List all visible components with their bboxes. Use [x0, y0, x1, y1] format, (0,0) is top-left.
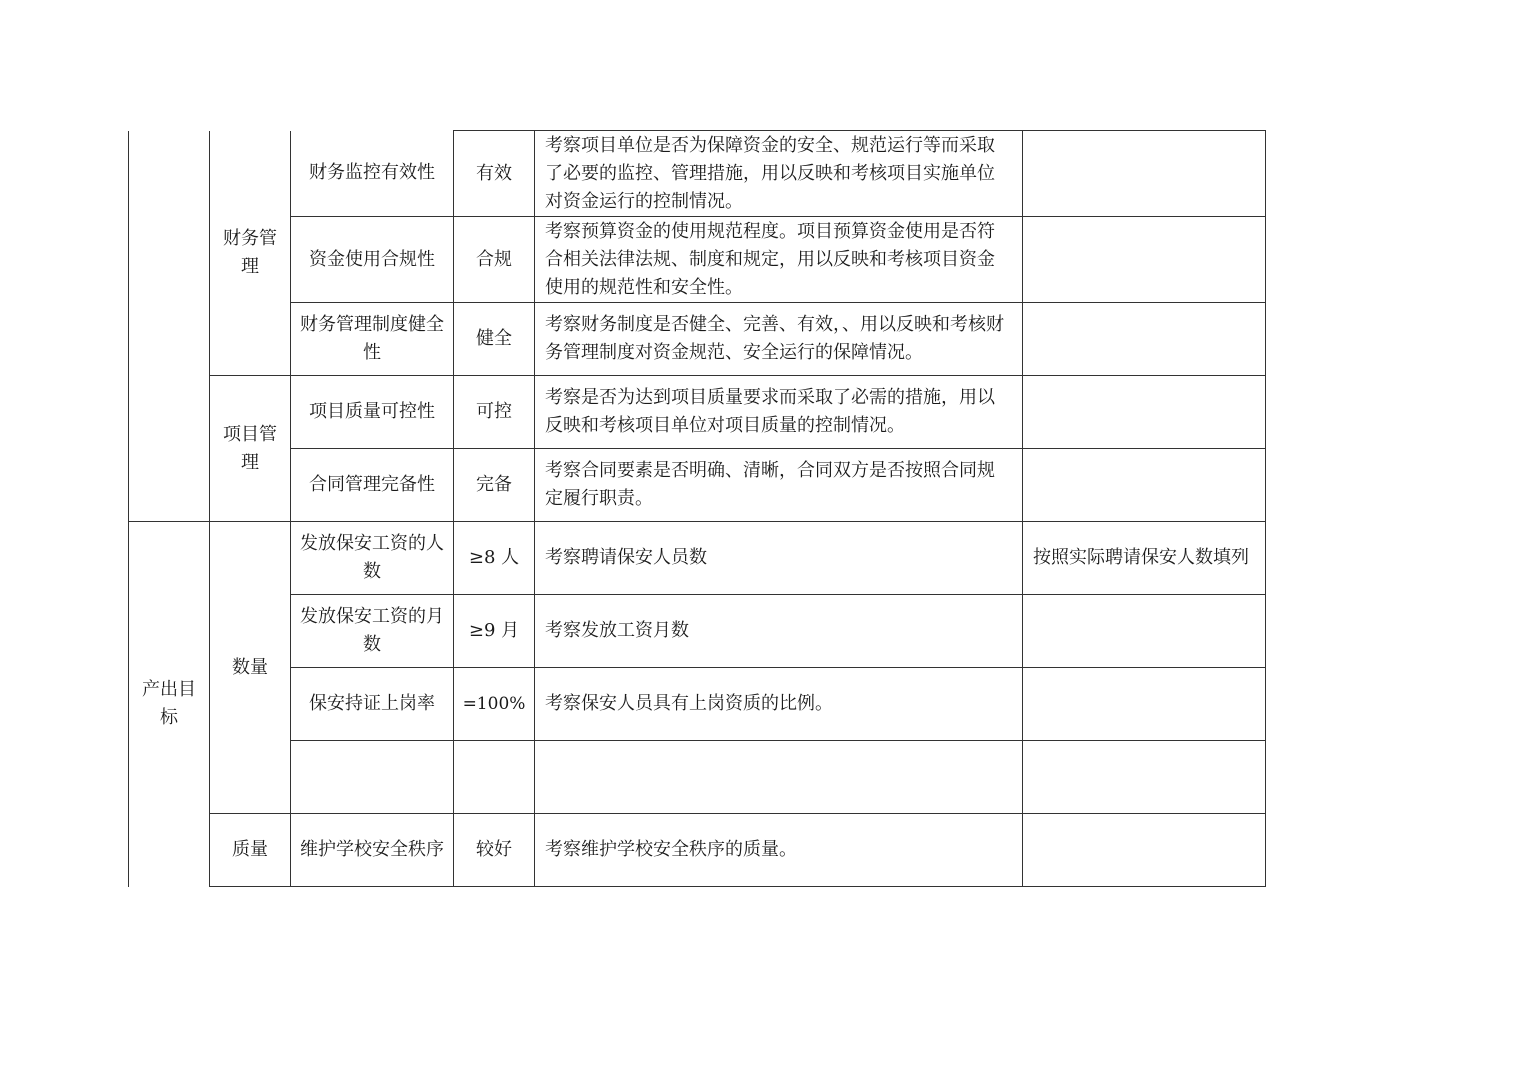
indicator-cell: 财务监控有效性 — [291, 131, 454, 217]
note-cell — [1023, 449, 1266, 522]
target-cell: ≥9 月 — [454, 595, 535, 668]
note-cell — [1023, 376, 1266, 449]
target-cell: =100% — [454, 668, 535, 741]
indicator-cell: 维护学校安全秩序 — [291, 814, 454, 887]
level2-cell: 数量 — [210, 522, 291, 814]
table-row — [129, 449, 1266, 522]
indicator-cell — [291, 741, 454, 814]
description-cell: 考察维护学校安全秩序的质量。 — [535, 814, 1023, 887]
indicator-cell: 发放保安工资的月数 — [291, 595, 454, 668]
indicator-table-page — [128, 130, 1266, 887]
note-cell — [1023, 814, 1266, 887]
description-cell: 考察保安人员具有上岗资质的比例。 — [535, 668, 1023, 741]
target-cell: 有效 — [454, 131, 535, 217]
table-row — [129, 741, 1266, 814]
target-cell: 合规 — [454, 217, 535, 303]
note-cell — [1023, 303, 1266, 376]
table-row — [129, 814, 1266, 887]
target-cell: 可控 — [454, 376, 535, 449]
level2-cell: 财务管理 — [210, 131, 291, 376]
level1-cell-continued — [129, 131, 210, 522]
target-cell: 较好 — [454, 814, 535, 887]
note-cell — [1023, 595, 1266, 668]
description-cell: 考察合同要素是否明确、清晰，合同双方是否按照合同规定履行职责。 — [535, 449, 1023, 522]
description-cell: 考察聘请保安人员数 — [535, 522, 1023, 595]
target-cell: 完备 — [454, 449, 535, 522]
performance-indicator-table — [128, 130, 1266, 887]
description-cell: 考察项目单位是否为保障资金的安全、规范运行等而采取了必要的监控、管理措施，用以反映和考核项目实施单位对资金运行的控制情况。 — [535, 131, 1023, 217]
indicator-cell: 资金使用合规性 — [291, 217, 454, 303]
level1-cell: 产出目标 — [129, 522, 210, 887]
note-cell — [1023, 131, 1266, 217]
table-row — [129, 303, 1266, 376]
level2-cell: 项目管理 — [210, 376, 291, 522]
description-cell: 考察是否为达到项目质量要求而采取了必需的措施，用以反映和考核项目单位对项目质量的控制情况。 — [535, 376, 1023, 449]
note-cell — [1023, 741, 1266, 814]
description-cell: 考察发放工资月数 — [535, 595, 1023, 668]
note-cell — [1023, 217, 1266, 303]
table-row — [129, 376, 1266, 449]
target-cell: 健全 — [454, 303, 535, 376]
description-cell — [535, 741, 1023, 814]
indicator-cell: 发放保安工资的人数 — [291, 522, 454, 595]
table-row — [129, 595, 1266, 668]
table-row — [129, 668, 1266, 741]
table-row — [129, 217, 1266, 303]
table-row — [129, 522, 1266, 595]
target-cell — [454, 741, 535, 814]
indicator-cell: 保安持证上岗率 — [291, 668, 454, 741]
note-cell: 按照实际聘请保安人数填列 — [1023, 522, 1266, 595]
description-cell: 考察财务制度是否健全、完善、有效，、用以反映和考核财务管理制度对资金规范、安全运行的保障情况。 — [535, 303, 1023, 376]
table-row — [129, 131, 1266, 217]
note-cell — [1023, 668, 1266, 741]
indicator-cell: 合同管理完备性 — [291, 449, 454, 522]
level2-cell: 质量 — [210, 814, 291, 887]
target-cell: ≥8 人 — [454, 522, 535, 595]
indicator-cell: 财务管理制度健全性 — [291, 303, 454, 376]
indicator-cell: 项目质量可控性 — [291, 376, 454, 449]
description-cell: 考察预算资金的使用规范程度。项目预算资金使用是否符合相关法律法规、制度和规定，用以反映和考核项目资金使用的规范性和安全性。 — [535, 217, 1023, 303]
